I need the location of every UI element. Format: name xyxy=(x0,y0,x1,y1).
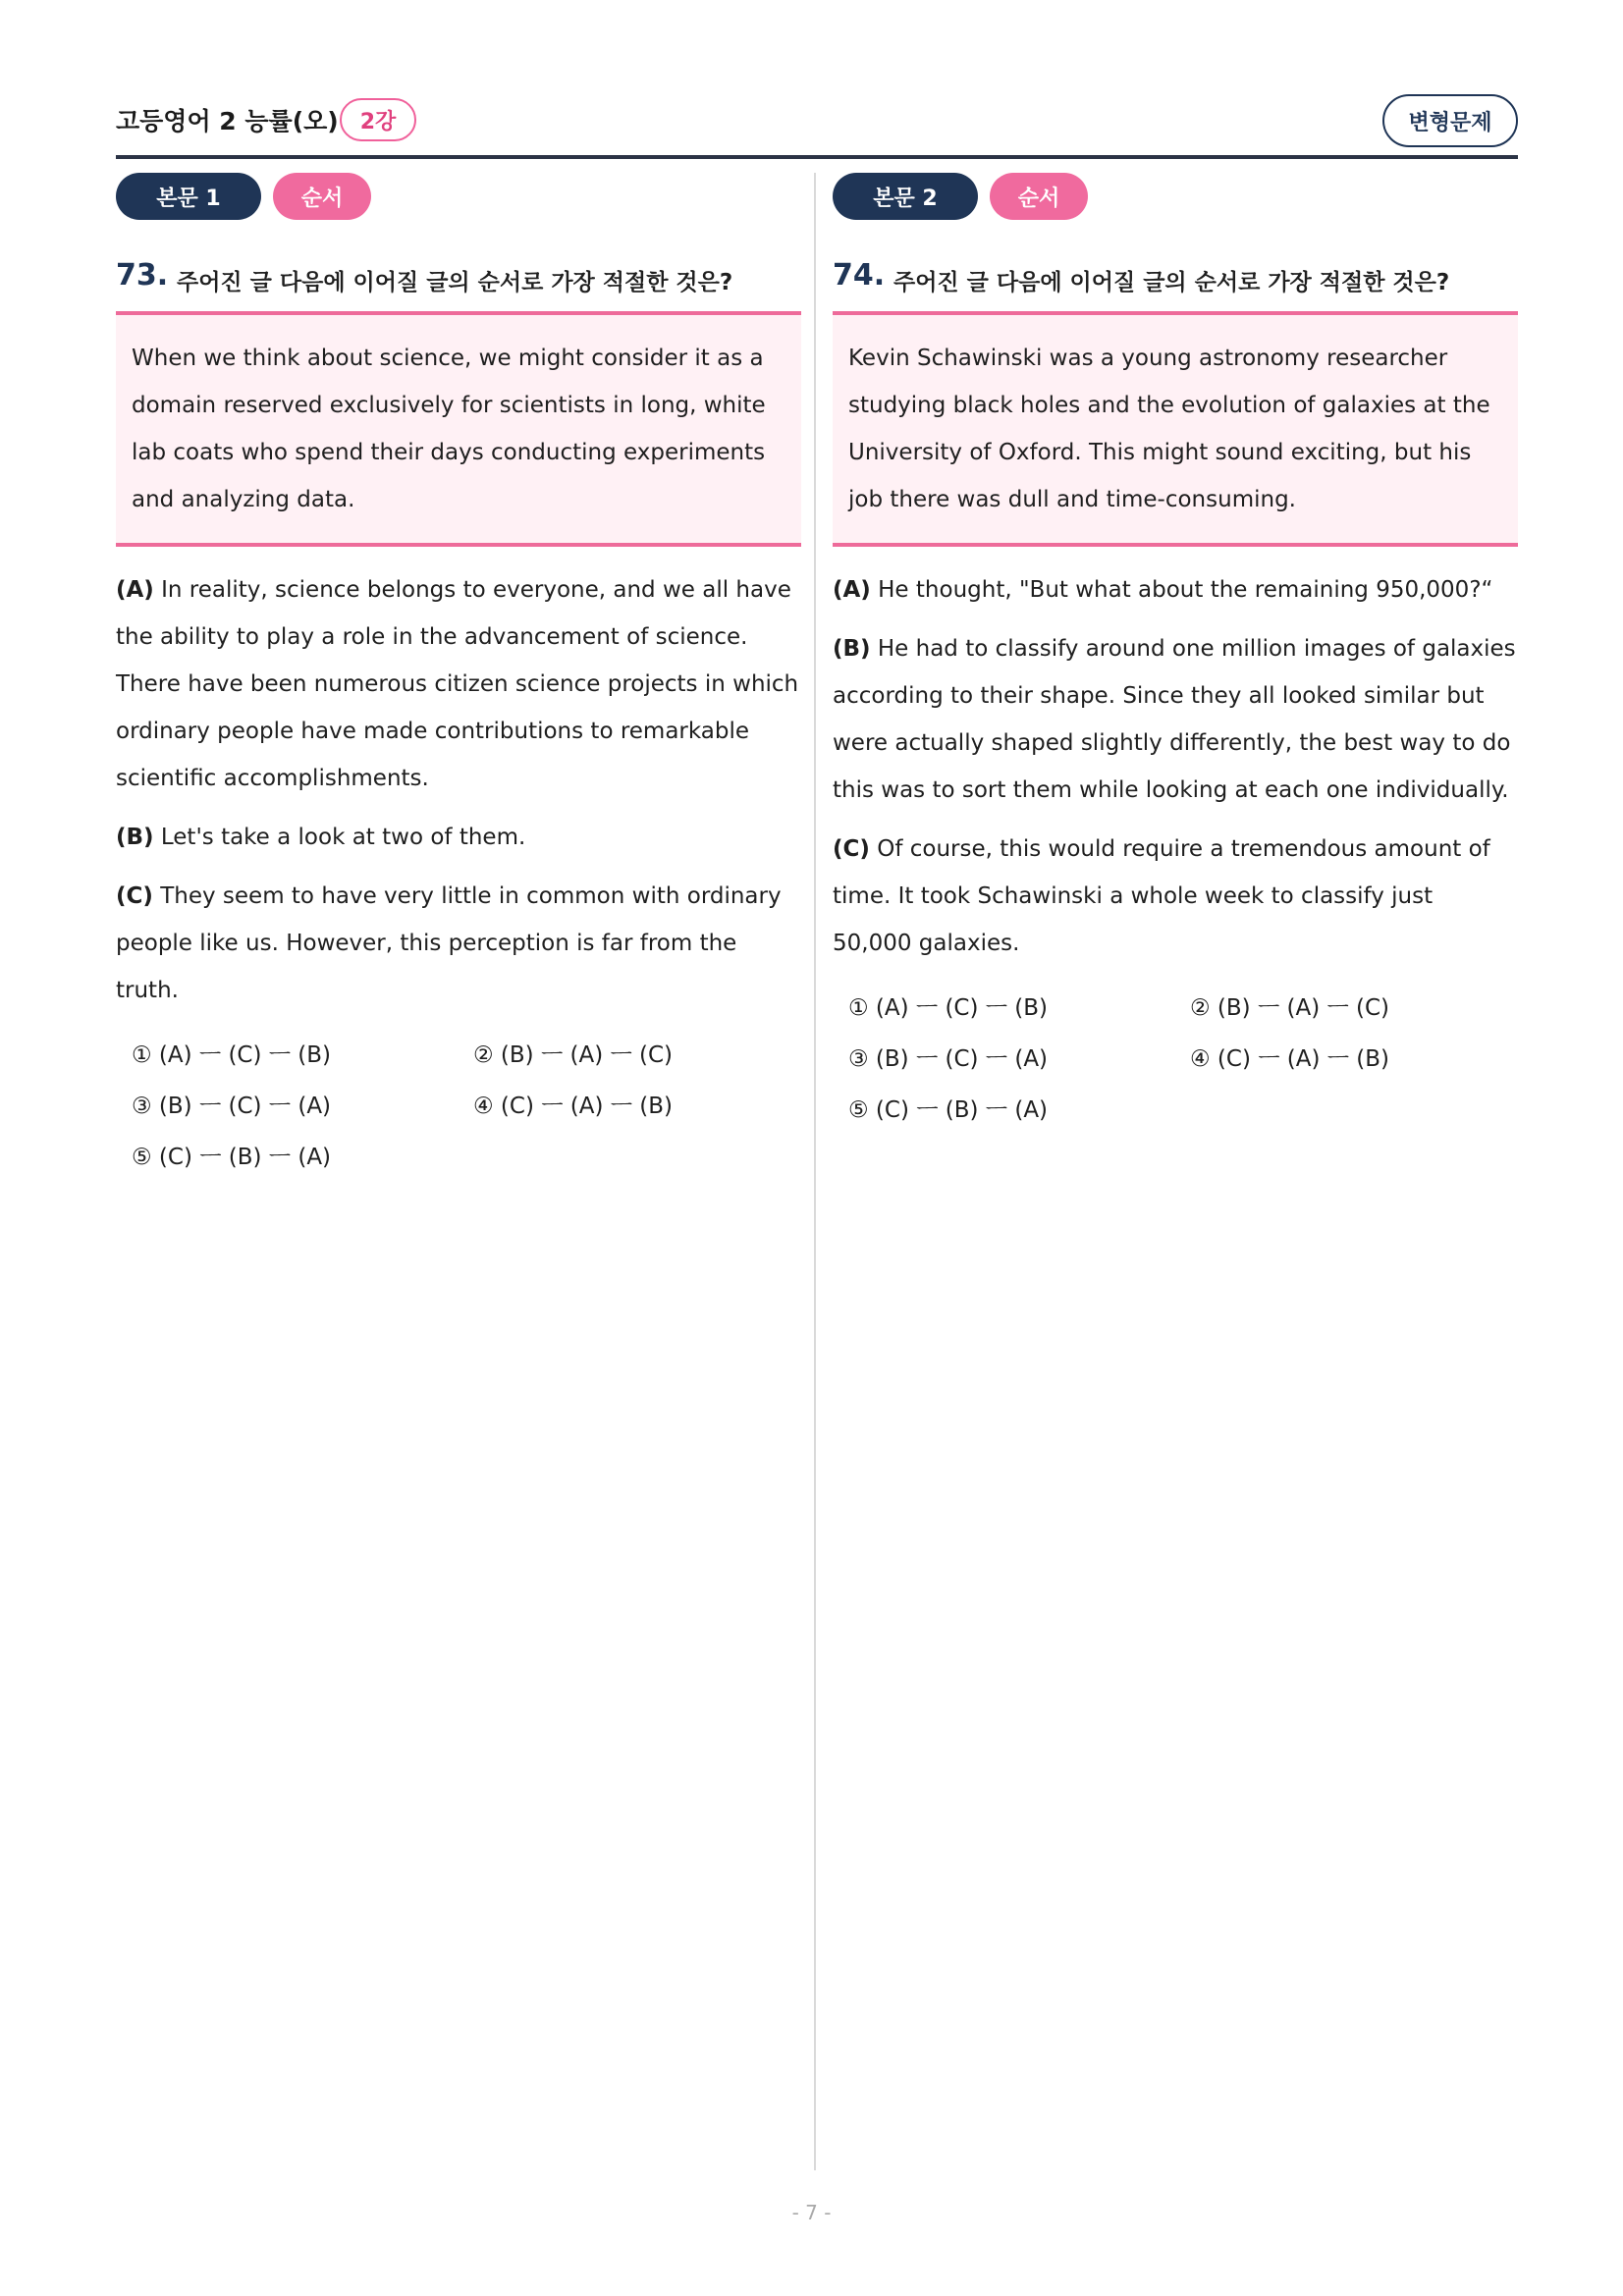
question-number: 74. xyxy=(833,258,886,293)
choice-2[interactable]: ② (B) ㅡ (A) ㅡ (C) xyxy=(1190,995,1390,1021)
paragraph-text: In reality, science belongs to everyone, and we all have the ability to play a role in the advancement of science. There have been numerous citizen science projects in which ordinary people have made contributions to remarkable scientific accomplishments. xyxy=(116,577,799,791)
question-prompt: 주어진 글 다음에 이어질 글의 순서로 가장 적절한 것은? xyxy=(177,270,733,295)
paragraph-text: Let's take a look at two of them. xyxy=(153,825,526,850)
choice-1[interactable]: ① (A) ㅡ (C) ㅡ (B) xyxy=(848,995,1049,1021)
header-title: 고등영어 2 능률(오) xyxy=(116,107,339,135)
passage-tag: 본문 2 xyxy=(833,173,978,220)
paragraph-label: (C) xyxy=(833,836,870,862)
paragraph-b xyxy=(833,625,1518,814)
type-badge: 변형문제 xyxy=(1382,94,1518,147)
paragraph-label: (A) xyxy=(116,577,154,603)
choice-5[interactable]: ⑤ (C) ㅡ (B) ㅡ (A) xyxy=(848,1097,1049,1123)
choice-5[interactable]: ⑤ (C) ㅡ (B) ㅡ (A) xyxy=(132,1145,332,1170)
type-tag: 순서 xyxy=(273,173,371,220)
given-passage: When we think about science, we might consider it as a domain reserved exclusively for scientists in long, white lab coats who spend their days conducting experiments and analyzing data. xyxy=(116,311,801,547)
paragraph-c xyxy=(116,873,801,1014)
question-column-right xyxy=(833,173,1518,1132)
question-header xyxy=(116,258,801,297)
paragraph-text: He had to classify around one million images of galaxies according to their shape. Since they all looked similar but were actually shaped slightly differently, the best way to do this was to sort them while looking at each one individually. xyxy=(833,636,1516,803)
lesson-badge: 2강 xyxy=(340,98,416,141)
given-passage: Kevin Schawinski was a young astronomy researcher studying black holes and the evolution of galaxies at the University of Oxford. This might sound exciting, but his job there was dull and time-consuming. xyxy=(833,311,1518,547)
paragraph-a xyxy=(116,566,801,802)
page-header xyxy=(116,92,1518,151)
choice-4[interactable]: ④ (C) ㅡ (A) ㅡ (B) xyxy=(1190,1046,1390,1072)
answer-choices xyxy=(132,1034,801,1179)
question-header xyxy=(833,258,1518,297)
page-number: - 7 - xyxy=(791,2201,832,2224)
question-prompt: 주어진 글 다음에 이어질 글의 순서로 가장 적절한 것은? xyxy=(893,270,1450,295)
passage-tag: 본문 1 xyxy=(116,173,261,220)
choice-3[interactable]: ③ (B) ㅡ (C) ㅡ (A) xyxy=(132,1094,332,1119)
paragraph-label: (B) xyxy=(833,636,871,662)
question-column-left xyxy=(116,173,801,1179)
paragraph-a xyxy=(833,566,1518,614)
choice-4[interactable]: ④ (C) ㅡ (A) ㅡ (B) xyxy=(473,1094,674,1119)
paragraph-text: He thought, "But what about the remaining 950,000?“ xyxy=(870,577,1493,603)
paragraph-label: (C) xyxy=(116,883,153,909)
paragraph-list xyxy=(833,566,1518,967)
paragraph-b xyxy=(116,814,801,861)
paragraph-text: Of course, this would require a tremendous amount of time. It took Schawinski a whole week to classify just 50,000 galaxies. xyxy=(833,836,1490,956)
paragraph-text: They seem to have very little in common with ordinary people like us. However, this perception is far from the truth. xyxy=(116,883,782,1003)
column-divider xyxy=(814,173,816,2170)
paragraph-list xyxy=(116,566,801,1014)
choice-2[interactable]: ② (B) ㅡ (A) ㅡ (C) xyxy=(473,1042,674,1068)
tag-row xyxy=(833,173,1518,222)
tag-row xyxy=(116,173,801,222)
paragraph-label: (B) xyxy=(116,825,154,850)
paragraph-c xyxy=(833,826,1518,967)
header-divider xyxy=(116,155,1518,159)
question-number: 73. xyxy=(116,258,169,293)
choice-3[interactable]: ③ (B) ㅡ (C) ㅡ (A) xyxy=(848,1046,1049,1072)
choice-1[interactable]: ① (A) ㅡ (C) ㅡ (B) xyxy=(132,1042,332,1068)
type-tag: 순서 xyxy=(990,173,1088,220)
paragraph-label: (A) xyxy=(833,577,871,603)
answer-choices xyxy=(848,987,1518,1132)
